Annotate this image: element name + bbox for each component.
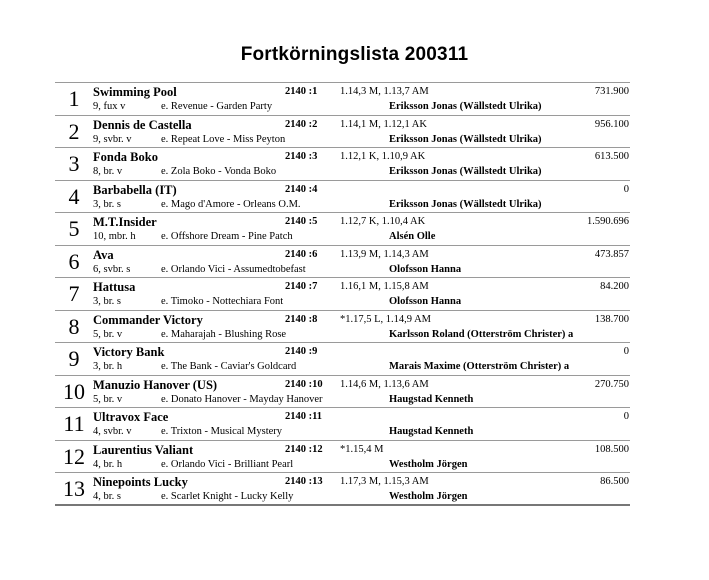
horse-pedigree: e. Offshore Dream - Pine Patch xyxy=(161,231,293,242)
start-number: 3 xyxy=(68,151,80,176)
entry-row xyxy=(55,278,630,311)
horse-age-color-sex: 10, mbr. h xyxy=(93,231,136,242)
earnings: 84.200 xyxy=(600,281,629,292)
start-number: 10 xyxy=(63,378,85,404)
entry-row xyxy=(55,343,630,376)
horse-age-color-sex: 3, br. s xyxy=(93,296,122,307)
earnings: 473.857 xyxy=(594,248,629,260)
start-number: 2 xyxy=(68,118,80,144)
distance-post: 2140 :10 xyxy=(285,378,323,390)
distance-post: 2140 :13 xyxy=(285,476,323,487)
distance-post: 2140 :11 xyxy=(285,411,323,422)
earnings: 731.900 xyxy=(594,86,629,97)
earnings: 0 xyxy=(623,346,629,357)
horse-name: Fonda Boko xyxy=(93,150,158,164)
horse-name: Swimming Pool xyxy=(93,85,177,99)
driver-trainer: Westholm Jörgen xyxy=(389,458,468,470)
horse-name: Hattusa xyxy=(93,280,136,294)
driver-trainer: Eriksson Jonas (Wällstedt Ulrika) xyxy=(389,166,542,177)
entry-row xyxy=(55,116,630,149)
entry-row xyxy=(55,473,630,506)
horse-pedigree: e. Orlando Vici - Brilliant Pearl xyxy=(161,458,294,470)
start-number: 1 xyxy=(68,86,80,111)
distance-post: 2140 :8 xyxy=(285,313,318,325)
distance-post: 2140 :1 xyxy=(285,86,318,97)
page-title: Fortkörningslista 200311 xyxy=(240,44,469,65)
earnings: 108.500 xyxy=(594,443,629,455)
horse-name: Dennis de Castella xyxy=(93,117,192,132)
entry-row xyxy=(55,246,630,279)
horse-name: Victory Bank xyxy=(93,345,165,359)
driver-trainer: Eriksson Jonas (Wällstedt Ulrika) xyxy=(389,198,542,210)
record-times: 1.13,9 M, 1.14,3 AM xyxy=(340,248,429,260)
record-times: *1.15,4 M xyxy=(340,443,384,455)
horse-age-color-sex: 4, br. h xyxy=(93,458,123,470)
distance-post: 2140 :12 xyxy=(285,443,323,455)
earnings: 270.750 xyxy=(594,378,629,390)
horse-name: Ava xyxy=(93,247,114,262)
distance-post: 2140 :3 xyxy=(285,151,318,162)
earnings: 0 xyxy=(623,183,629,195)
record-times: 1.16,1 M, 1.15,8 AM xyxy=(340,281,429,292)
start-number: 6 xyxy=(68,248,80,274)
start-number: 4 xyxy=(68,183,80,209)
horse-pedigree: e. Scarlet Knight - Lucky Kelly xyxy=(161,491,294,502)
horse-age-color-sex: 3, br. h xyxy=(93,361,123,372)
distance-post: 2140 :7 xyxy=(285,281,318,292)
record-times: 1.17,3 M, 1.15,3 AM xyxy=(340,476,429,487)
record-times: 1.14,3 M, 1.13,7 AM xyxy=(340,86,429,97)
horse-age-color-sex: 6, svbr. s xyxy=(93,263,131,275)
horse-pedigree: e. Revenue - Garden Party xyxy=(161,101,273,112)
record-times: 1.12,1 K, 1.10,9 AK xyxy=(340,151,426,162)
start-number: 8 xyxy=(68,313,80,339)
horse-age-color-sex: 4, svbr. v xyxy=(93,426,132,437)
distance-post: 2140 :2 xyxy=(285,118,318,130)
horse-age-color-sex: 4, br. s xyxy=(93,491,122,502)
entry-list xyxy=(55,82,630,506)
horse-age-color-sex: 5, br. v xyxy=(93,328,123,340)
distance-post: 2140 :5 xyxy=(285,216,318,227)
earnings: 0 xyxy=(623,411,629,422)
entry-row xyxy=(55,83,630,116)
start-number: 5 xyxy=(68,216,80,241)
start-number: 9 xyxy=(68,346,80,371)
start-number: 11 xyxy=(63,411,85,436)
distance-post: 2140 :4 xyxy=(285,183,318,195)
distance-post: 2140 :9 xyxy=(285,346,318,357)
start-number: 12 xyxy=(63,443,85,469)
record-times: *1.17,5 L, 1.14,9 AM xyxy=(340,313,432,325)
horse-pedigree: e. Repeat Love - Miss Peyton xyxy=(161,133,286,145)
horse-name: Barbabella (IT) xyxy=(93,182,177,197)
entry-row xyxy=(55,311,630,344)
horse-name: Laurentius Valiant xyxy=(93,442,194,457)
driver-trainer: Haugstad Kenneth xyxy=(389,426,474,437)
record-times: 1.14,6 M, 1.13,6 AM xyxy=(340,378,429,390)
entry-row xyxy=(55,213,630,246)
horse-pedigree: e. The Bank - Caviar's Goldcard xyxy=(161,361,297,372)
horse-age-color-sex: 5, br. v xyxy=(93,393,123,405)
driver-trainer: Olofsson Hanna xyxy=(389,296,462,307)
horse-pedigree: e. Zola Boko - Vonda Boko xyxy=(161,166,277,177)
record-times: 1.14,1 M, 1.12,1 AK xyxy=(340,118,427,130)
driver-trainer: Marais Maxime (Otterström Christer) a xyxy=(389,361,570,372)
entry-row xyxy=(55,441,630,474)
earnings: 613.500 xyxy=(594,151,629,162)
horse-age-color-sex: 9, fux v xyxy=(93,101,126,112)
driver-trainer: Alsén Olle xyxy=(389,231,436,242)
horse-pedigree: e. Trixton - Musical Mystery xyxy=(161,426,283,437)
entry-row xyxy=(55,148,630,181)
driver-trainer: Eriksson Jonas (Wällstedt Ulrika) xyxy=(389,101,542,112)
earnings: 1.590.696 xyxy=(587,216,629,227)
horse-name: Ultravox Face xyxy=(93,410,169,424)
driver-trainer: Haugstad Kenneth xyxy=(389,393,474,405)
start-number: 7 xyxy=(68,281,80,306)
horse-name: M.T.Insider xyxy=(93,215,157,229)
horse-pedigree: e. Maharajah - Blushing Rose xyxy=(161,328,287,340)
distance-post: 2140 :6 xyxy=(285,248,318,260)
driver-trainer: Karlsson Roland (Otterström Christer) a xyxy=(389,328,574,340)
horse-pedigree: e. Timoko - Nottechiara Font xyxy=(161,296,284,307)
horse-age-color-sex: 3, br. s xyxy=(93,198,122,210)
horse-pedigree: e. Mago d'Amore - Orleans O.M. xyxy=(161,198,301,210)
entry-row xyxy=(55,181,630,214)
horse-age-color-sex: 9, svbr. v xyxy=(93,133,132,145)
horse-pedigree: e. Donato Hanover - Mayday Hanover xyxy=(161,393,323,405)
earnings: 138.700 xyxy=(594,313,629,325)
driver-trainer: Eriksson Jonas (Wällstedt Ulrika) xyxy=(389,133,542,145)
horse-name: Commander Victory xyxy=(93,312,203,327)
record-times: 1.12,7 K, 1.10,4 AK xyxy=(340,216,426,227)
entry-row xyxy=(55,376,630,409)
driver-trainer: Olofsson Hanna xyxy=(389,263,462,275)
horse-age-color-sex: 8, br. v xyxy=(93,166,123,177)
horse-pedigree: e. Orlando Vici - Assumedtobefast xyxy=(161,263,306,275)
earnings: 86.500 xyxy=(600,476,629,487)
entry-row xyxy=(55,408,630,441)
horse-name: Manuzio Hanover (US) xyxy=(93,377,218,392)
earnings: 956.100 xyxy=(594,118,629,130)
start-number: 13 xyxy=(63,476,85,501)
driver-trainer: Westholm Jörgen xyxy=(389,491,468,502)
horse-name: Ninepoints Lucky xyxy=(93,475,188,489)
